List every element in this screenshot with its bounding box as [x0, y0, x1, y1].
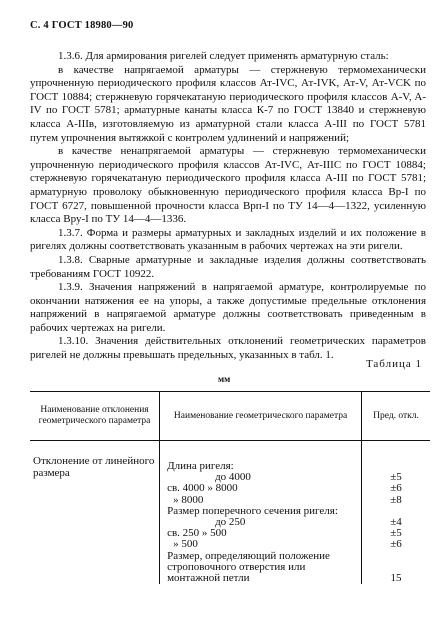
param-line: до 4000: [215, 471, 251, 484]
paragraph-prestressed-steel: в качестве напрягаемой арматуры — стержневую термомеханически упрочненную периодического профиля классов Ат-IVC, Ат-IVK, Ат-V, Ат-VCK по ГОСТ 10884; стержневую горячекатаную периодического профиля классов A-V, A-IV по ГОСТ 5781; арматурные канаты класса К-7 по ГОСТ 13840 и стержневую класса А-IIIв, изготовляемую из арматурной стали класса A-III по ГОСТ 5781 путем упрочнения вытяжкой с контролем удлинений и напряжений;: [30, 63, 426, 144]
header-parameter: Наименование геометрического параметра: [160, 392, 362, 441]
param-line: Размер, определяющий положение строповочного отверстия или монтажной петли: [167, 549, 330, 585]
value-line: ±8: [390, 493, 402, 506]
paragraph-nonprestressed-steel: в качестве ненапрягаемой арматуры — стержневую термомеханически упрочненную периодического профиля классов Ат-IVC, Ат-IIIC по ГОСТ 10884; стержневую горячекатаную периодического профиля класса А-III по ГОСТ 5781; арматурную проволоку обыкновенную периодического профиля класса Вр-I по ГОСТ 6727, повышенной прочности класса Врп-I по ТУ 14—4—1322, усиленную класса Вру-I по ТУ 14—4—1336.: [30, 145, 426, 226]
table-units: мм: [218, 374, 231, 384]
paragraph-1-3-10: 1.3.10. Значения действительных отклонений геометрических параметров ригелей не должны превышать предельных, указанных в табл. 1.: [30, 335, 426, 362]
value-line: 15: [390, 571, 402, 584]
table-row: [30, 441, 430, 585]
value-line: ±5: [390, 527, 402, 540]
param-line: до 250: [215, 516, 246, 529]
tolerance-table: [30, 391, 430, 584]
param-line: св. 250 » 500: [167, 527, 227, 540]
param-line: » 500: [173, 538, 198, 551]
value-line: ±6: [390, 538, 402, 551]
cell-parameters: [160, 441, 362, 585]
value-line: ±6: [390, 482, 402, 495]
header-tolerance: Пред. откл.: [362, 392, 430, 441]
value-line: ±5: [390, 471, 402, 484]
page-header: С. 4 ГОСТ 18980—90: [30, 20, 134, 31]
cell-values: [362, 441, 430, 585]
param-line: св. 4000 » 8000: [167, 482, 238, 495]
body-text: [30, 50, 426, 363]
table-caption: Таблица 1: [365, 358, 422, 370]
cell-deviation: Отклонение от линейного размера: [33, 455, 155, 479]
paragraph-1-3-7: 1.3.7. Форма и размеры арматурных и закладных изделий и их положение в ригелях должны соответствовать указанным в рабочих чертежах на эти ригели.: [30, 226, 426, 253]
paragraph-1-3-8: 1.3.8. Сварные арматурные и закладные изделия должны соответствовать требованиям ГОСТ 10922.: [30, 253, 426, 280]
param-line: Размер поперечного сечения ригеля:: [167, 504, 338, 517]
table-header-row: [30, 392, 430, 441]
paragraph-1-3-9: 1.3.9. Значения напряжений в напрягаемой арматуре, контролируемые по окончании натяжения ее на упоры, а также допустимые предельные отклонения напряжений в напрягаемой арматуре должны соответствовать приведенным в рабочих чертежах на ригели.: [30, 281, 426, 334]
value-line: ±4: [390, 516, 402, 529]
param-line: » 8000: [173, 493, 204, 506]
header-deviation: Наименование отклонения геометрического параметра: [30, 392, 160, 441]
param-line: Длина ригеля:: [167, 460, 234, 472]
paragraph-1-3-6: 1.3.6. Для армирования ригелей следует применять арматурную сталь:: [58, 50, 389, 62]
